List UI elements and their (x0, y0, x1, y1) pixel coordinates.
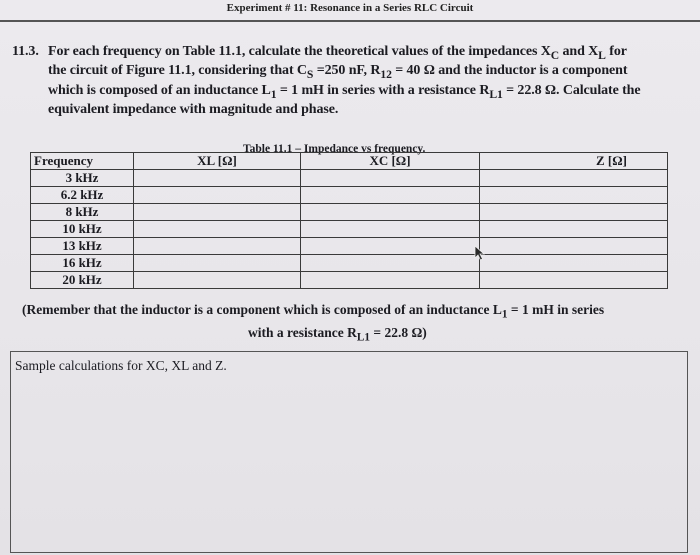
note-sub-1: 1 (501, 308, 508, 321)
xl-cell[interactable] (134, 204, 301, 221)
xl-cell[interactable] (134, 238, 301, 255)
header-xl: XL [Ω] (134, 153, 301, 170)
inductor-note (22, 301, 690, 346)
table-row (31, 255, 668, 272)
frequency-cell: 13 kHz (31, 238, 134, 255)
problem-line-4: equivalent impedance with magnitude and phase. (48, 101, 339, 117)
xc-cell[interactable] (301, 255, 480, 272)
z-cell[interactable] (480, 204, 668, 221)
problem-text-3a: which is composed of an inductance L (48, 82, 271, 98)
table-row (31, 272, 668, 289)
xl-cell[interactable] (134, 272, 301, 289)
sub-l1: L1 (489, 87, 503, 101)
z-cell[interactable] (480, 187, 668, 204)
xl-cell[interactable] (134, 255, 301, 272)
table-row (31, 187, 668, 204)
xc-cell[interactable] (301, 238, 480, 255)
xc-cell[interactable] (301, 187, 480, 204)
sub-c: C (550, 48, 560, 62)
header-z: Z [Ω] (480, 153, 668, 170)
problem-text-2c: = 40 Ω and the inductor is a component (391, 63, 628, 79)
impedance-table (30, 152, 668, 289)
problem-text-2a: the circuit of Figure 11.1, considering that C (48, 63, 307, 79)
xl-cell[interactable] (134, 187, 301, 204)
problem-text-3b: = 1 mH in series with a resistance R (276, 82, 490, 98)
xc-cell[interactable] (301, 272, 480, 289)
problem-text-1c: for (605, 44, 627, 59)
problem-line-1 (12, 44, 694, 63)
xl-cell[interactable] (134, 170, 301, 187)
z-cell[interactable] (480, 221, 668, 238)
sample-calculations-box[interactable] (10, 351, 688, 553)
problem-text-3c: = 22.8 Ω. Calculate the (502, 82, 641, 98)
page-header (0, 2, 700, 14)
problem-number: 11.3. (12, 44, 39, 59)
problem-line-2 (12, 63, 694, 82)
frequency-cell: 8 kHz (31, 204, 134, 221)
problem-line-3 (12, 83, 694, 102)
experiment-label: Experiment # 11: (226, 2, 308, 14)
sub-s: S (306, 68, 314, 82)
problem-text-2b: =250 nF, R (313, 63, 381, 79)
header-frequency: Frequency (31, 153, 134, 170)
note-text-1a: (Remember that the inductor is a component which is composed of an inductance L (22, 302, 502, 317)
note-sub-l1: L1 (356, 331, 371, 344)
note-text-1b: = 1 mH in series (507, 302, 605, 317)
note-line-2 (22, 324, 690, 347)
note-line-1 (22, 302, 605, 321)
xl-cell[interactable] (134, 221, 301, 238)
problem-text-1b: and X (559, 44, 599, 59)
z-cell[interactable] (480, 272, 668, 289)
frequency-cell: 6.2 kHz (31, 187, 134, 204)
xc-cell[interactable] (301, 221, 480, 238)
note-text-2a: with a resistance R (248, 324, 357, 340)
sub-l: L (598, 48, 606, 62)
sample-calculations-label: Sample calculations for XC, XL and Z. (15, 358, 227, 373)
experiment-title: Resonance in a Series RLC Circuit (310, 2, 474, 14)
problem-text-1a: For each frequency on Table 11.1, calculate the theoretical values of the impedances X (48, 44, 551, 59)
table-row (31, 238, 668, 255)
sub-1: 1 (270, 87, 277, 101)
table-row (31, 204, 668, 221)
z-cell[interactable] (480, 255, 668, 272)
problem-statement (12, 44, 694, 117)
z-cell[interactable] (480, 170, 668, 187)
xc-cell[interactable] (301, 170, 480, 187)
table-row (31, 221, 668, 238)
header-rule (0, 20, 700, 22)
table-caption: Table 11.1 – Impedance vs frequency. (243, 143, 426, 155)
frequency-cell: 3 kHz (31, 170, 134, 187)
header-xc: XC [Ω] (301, 153, 480, 170)
note-text-2b: = 22.8 Ω) (370, 324, 427, 340)
table-header-row (31, 153, 668, 170)
frequency-cell: 10 kHz (31, 221, 134, 238)
z-cell[interactable] (480, 238, 668, 255)
frequency-cell: 20 kHz (31, 272, 134, 289)
mouse-cursor-icon (474, 245, 486, 261)
table-row (31, 170, 668, 187)
xc-cell[interactable] (301, 204, 480, 221)
sub-12: 12 (380, 68, 392, 82)
frequency-cell: 16 kHz (31, 255, 134, 272)
